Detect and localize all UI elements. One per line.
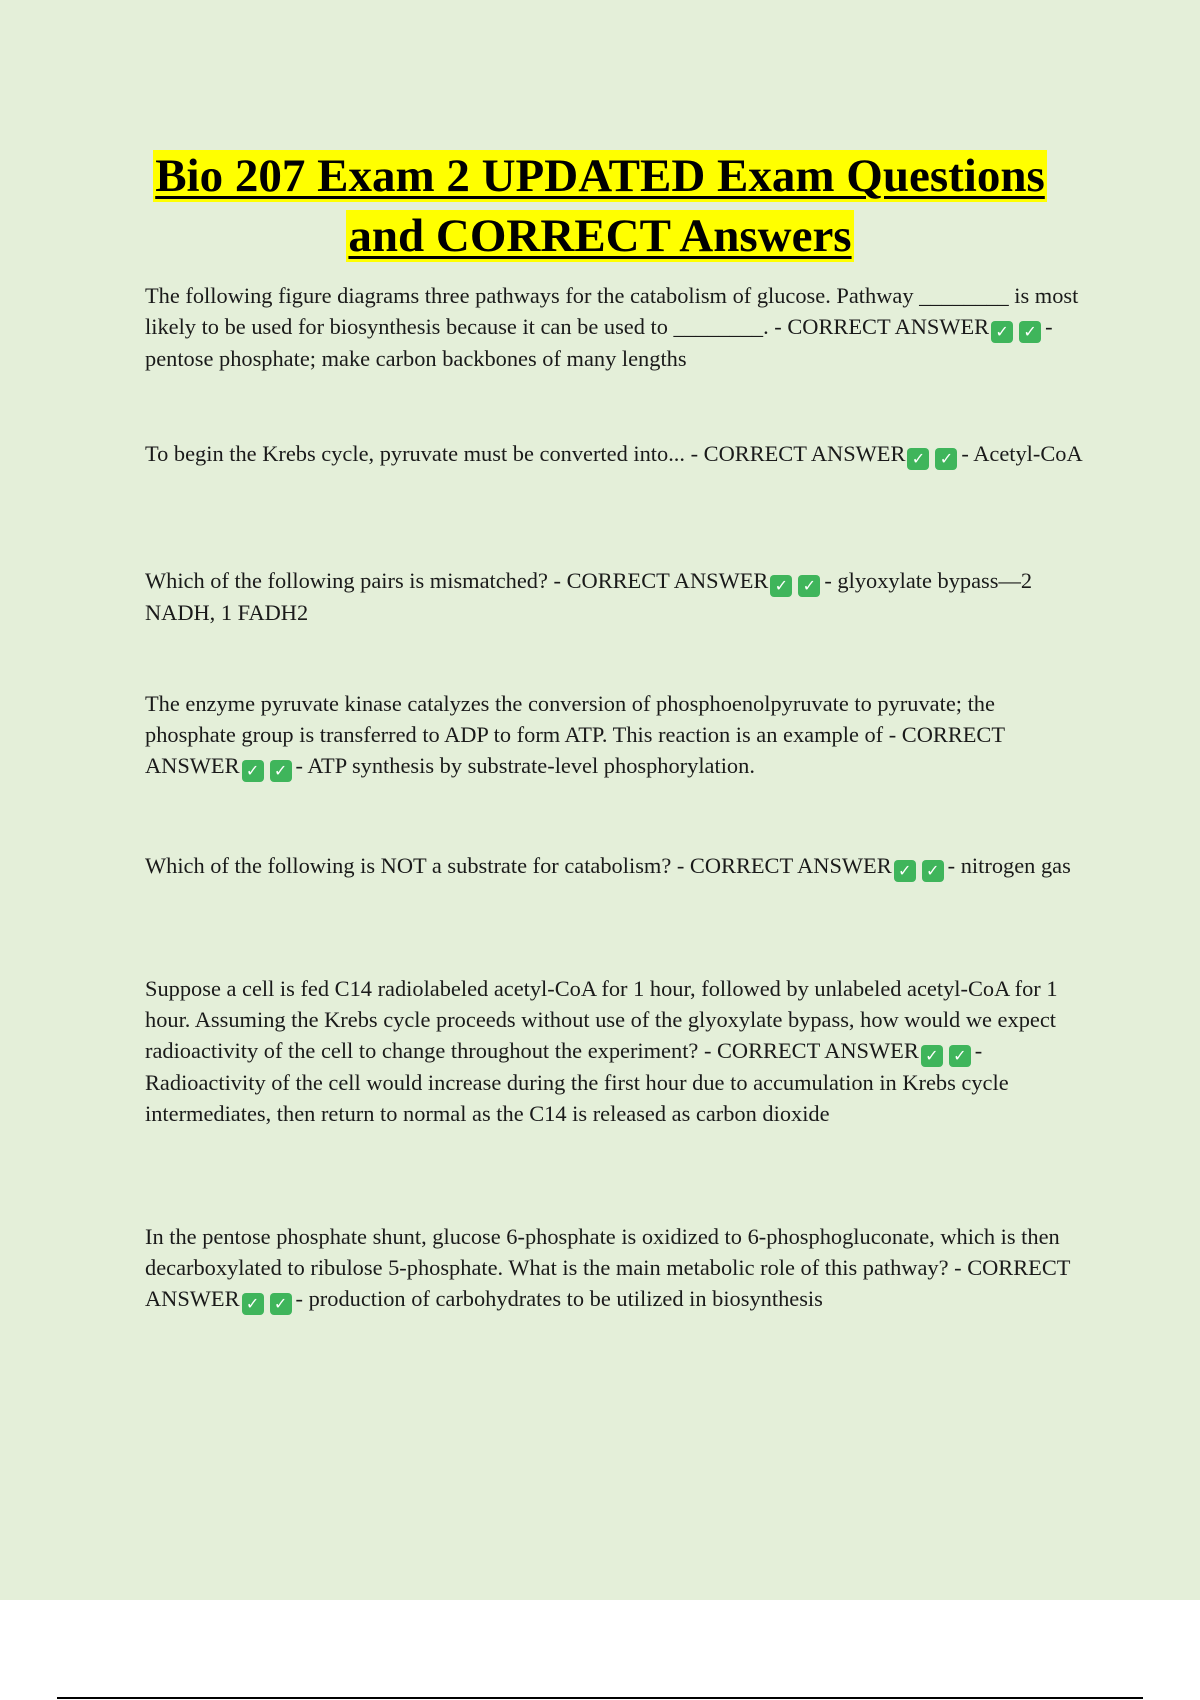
question-text: The enzyme pyruvate kinase catalyzes the conversion of phosphoenolpyruvate to pyruvate; the phosphate group is transferred to ADP to form ATP. This reaction is an example of - CORRECT ANSWER xyxy=(145,691,1005,778)
document-title xyxy=(80,146,1120,266)
bottom-rule xyxy=(57,1697,1143,1699)
question-text: Suppose a cell is fed C14 radiolabeled acetyl-CoA for 1 hour, followed by unlabeled acetyl-CoA for 1 hour. Assuming the Krebs cycle proceeds without use of the glyoxylate bypass, how would we expect radioactivity of the cell to change throughout the experiment? - CORRECT ANSWER xyxy=(145,976,1058,1063)
qa-item xyxy=(145,850,1090,882)
answer-text: - nitrogen gas xyxy=(947,853,1071,878)
qa-item xyxy=(145,973,1090,1129)
check-mark-icon: ✓ xyxy=(921,1045,943,1067)
check-mark-icon: ✓ xyxy=(922,860,944,882)
check-mark-icon: ✓ xyxy=(991,321,1013,343)
answer-text: - Acetyl-CoA xyxy=(961,441,1083,466)
qa-item xyxy=(145,438,1090,470)
question-text: In the pentose phosphate shunt, glucose 6-phosphate is oxidized to 6-phosphogluconate, which is then decarboxylated to ribulose 5-phosphate. What is the main metabolic role of this pathway? - CORRECT ANSWER xyxy=(145,1224,1071,1311)
question-text: Which of the following is NOT a substrate for catabolism? - CORRECT ANSWER xyxy=(145,853,892,878)
qa-item xyxy=(145,280,1090,374)
answer-text: - glyoxylate bypass—2 NADH, 1 FADH2 xyxy=(145,568,1033,625)
check-mark-icon: ✓ xyxy=(798,575,820,597)
qa-item xyxy=(145,565,1090,628)
answer-text: - Radioactivity of the cell would increase during the first hour due to accumulation in Krebs cycle intermediates, then return to normal as the C14 is released as carbon dioxide xyxy=(145,1038,1009,1126)
check-mark-icon: ✓ xyxy=(949,1045,971,1067)
check-mark-icon: ✓ xyxy=(907,448,929,470)
answer-text: - pentose phosphate; make carbon backbones of many lengths xyxy=(145,314,1053,371)
question-text: The following figure diagrams three pathways for the catabolism of glucose. Pathway ________ is most likely to be used for biosynthesis because it can be used to ________. - CORRECT ANSWER xyxy=(145,283,1079,339)
check-mark-icon: ✓ xyxy=(770,575,792,597)
qa-item xyxy=(145,1221,1090,1315)
answer-text: - production of carbohydrates to be utilized in biosynthesis xyxy=(295,1286,823,1311)
title-line-2: and CORRECT Answers xyxy=(348,210,852,262)
check-mark-icon: ✓ xyxy=(242,760,264,782)
question-text: To begin the Krebs cycle, pyruvate must be converted into... - CORRECT ANSWER xyxy=(145,441,906,466)
check-mark-icon: ✓ xyxy=(270,760,292,782)
check-mark-icon: ✓ xyxy=(242,1293,264,1315)
check-mark-icon: ✓ xyxy=(935,448,957,470)
check-mark-icon: ✓ xyxy=(894,860,916,882)
check-mark-icon: ✓ xyxy=(1019,321,1041,343)
answer-text: - ATP synthesis by substrate-level phosphorylation. xyxy=(295,753,755,778)
title-line-1: Bio 207 Exam 2 UPDATED Exam Questions xyxy=(155,150,1045,202)
qa-item xyxy=(145,688,1090,782)
check-mark-icon: ✓ xyxy=(270,1293,292,1315)
question-text: Which of the following pairs is mismatched? - CORRECT ANSWER xyxy=(145,568,769,593)
